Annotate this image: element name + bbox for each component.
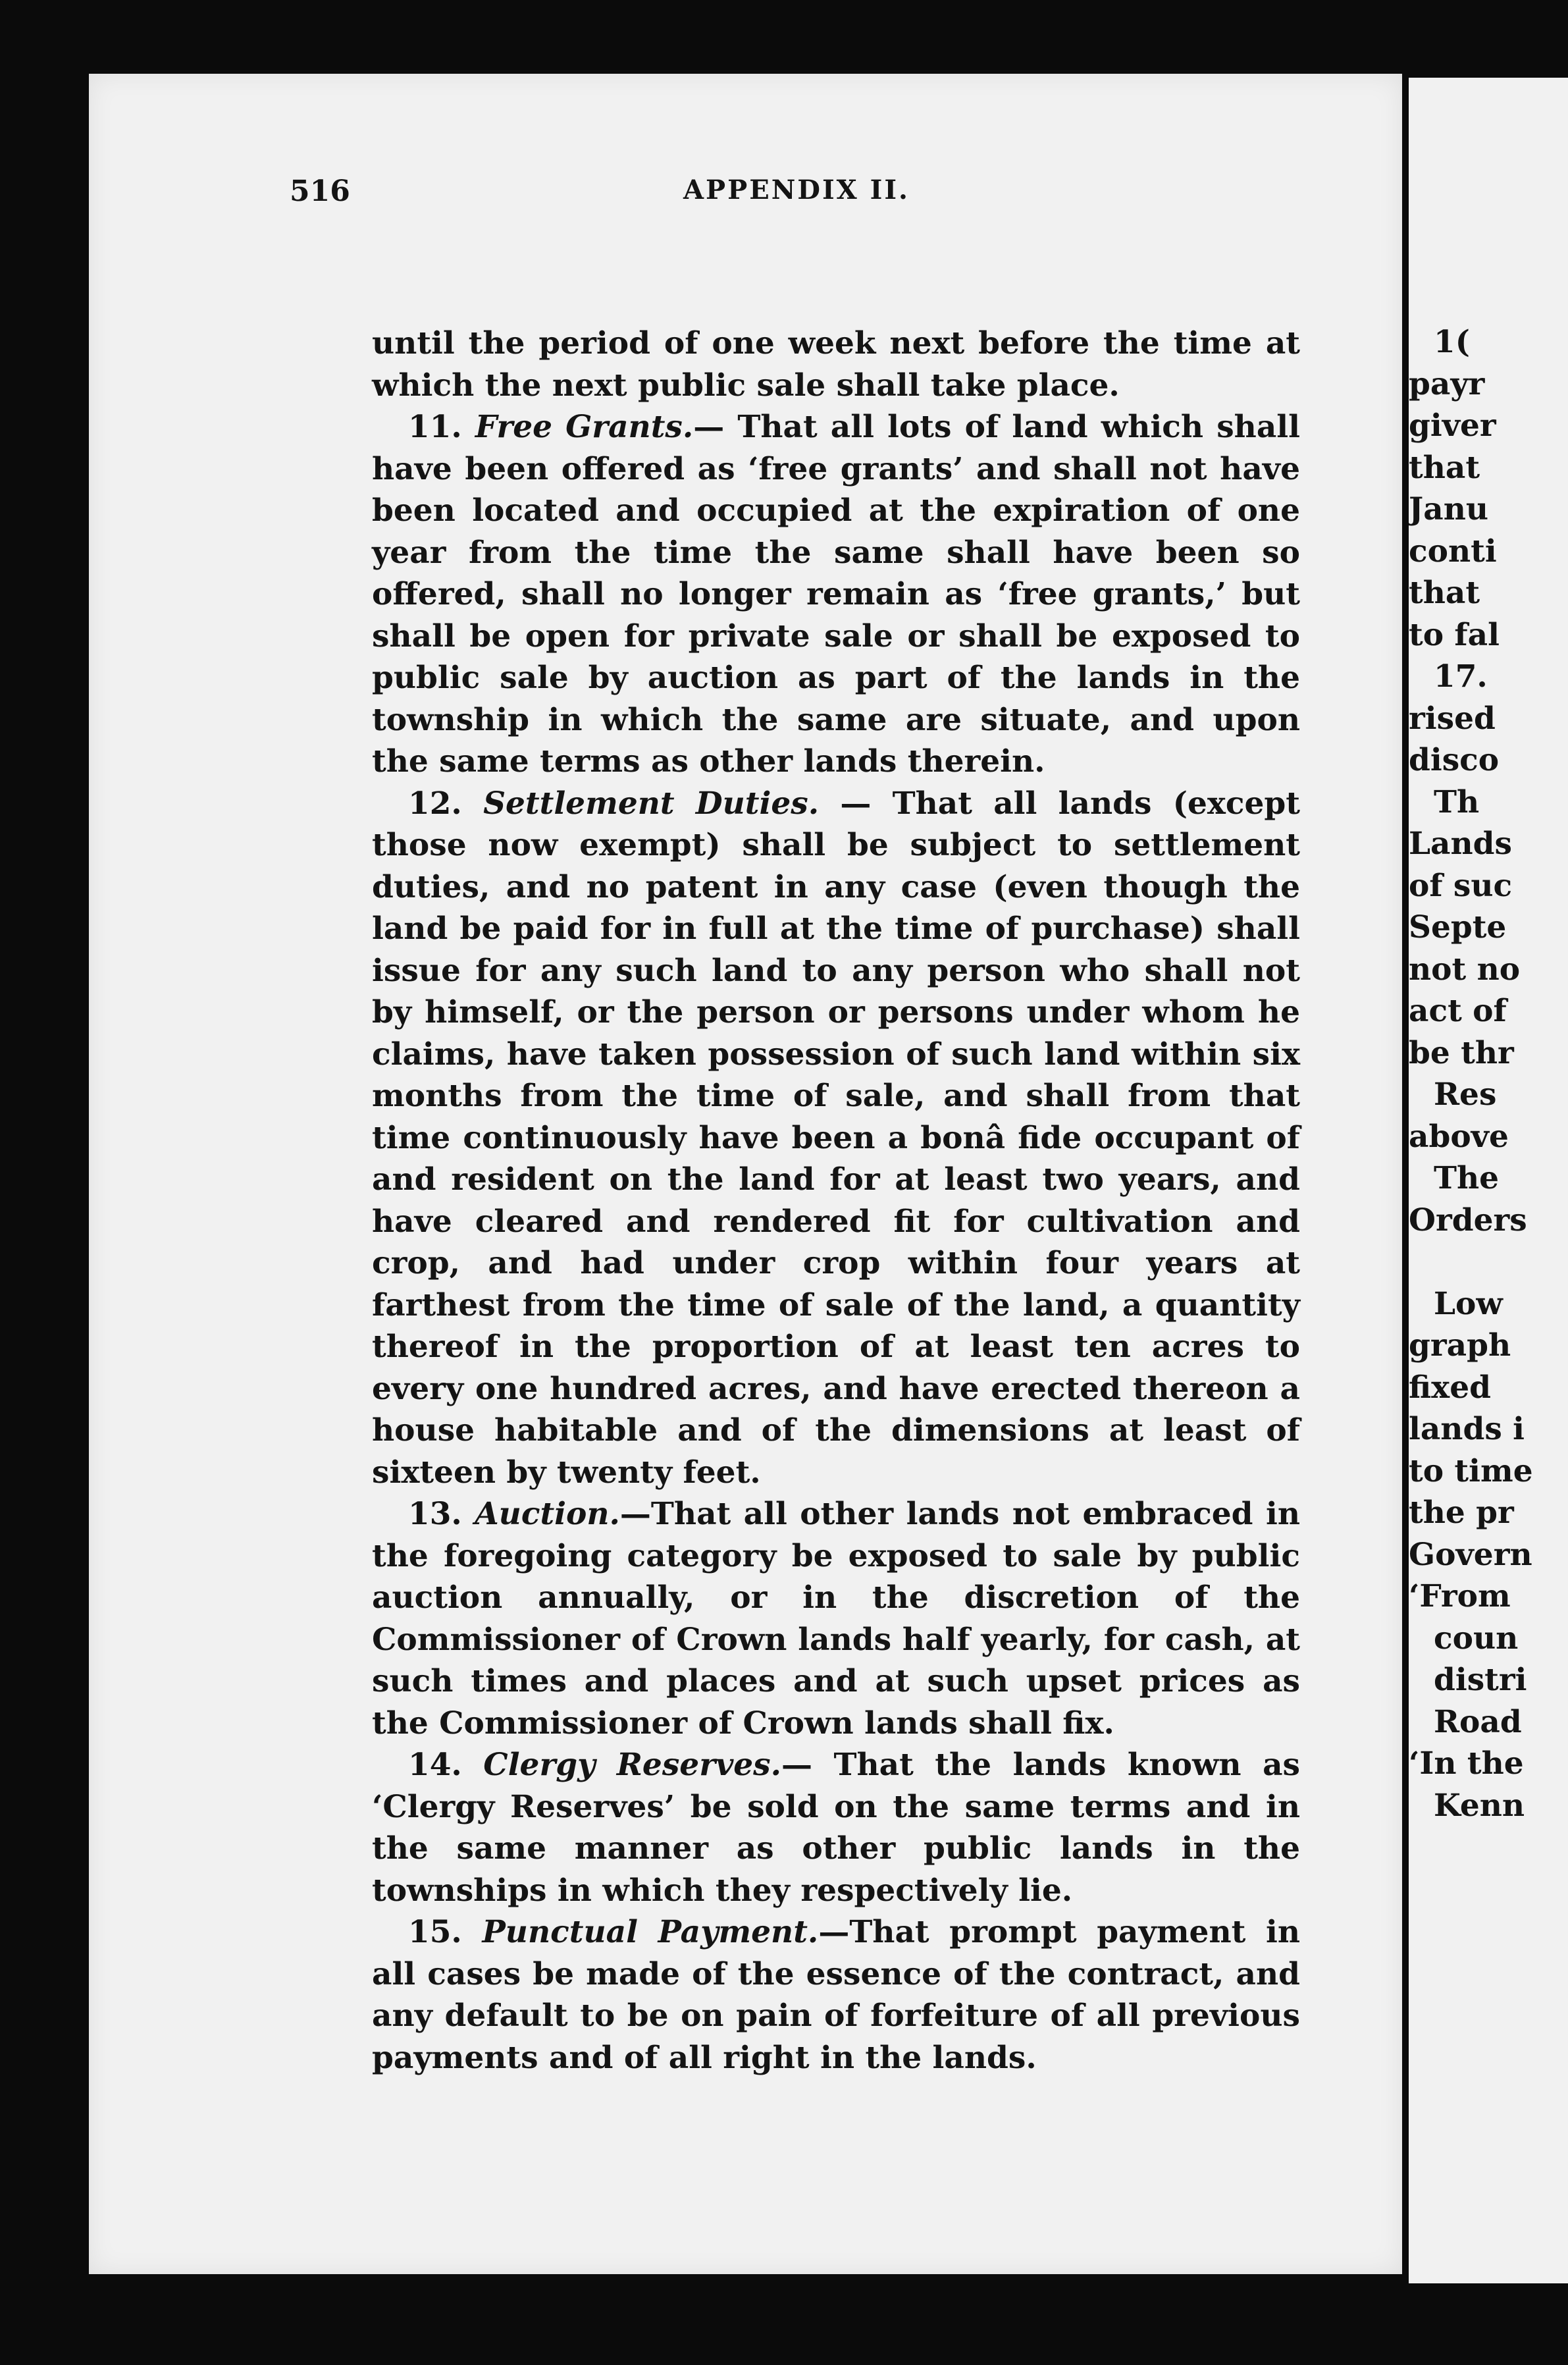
- paragraph-heading: Free Grants.: [475, 409, 694, 445]
- facing-page-line: 17.: [1434, 658, 1488, 695]
- facing-page-line: The: [1434, 1160, 1500, 1196]
- facing-page-line: Th: [1434, 784, 1480, 820]
- paragraph-heading: Settlement Duties.: [483, 785, 820, 822]
- facing-page-line: Road: [1434, 1703, 1522, 1740]
- facing-page-line: to fal: [1409, 616, 1500, 653]
- paragraph-settlement-duties: [372, 783, 1300, 1494]
- paragraph-text: — That the lands known as ‘Clergy Reserves’ be sold on the same terms and in the same manner as other public lands in the townships in which they respectively lie.: [372, 1747, 1300, 1909]
- facing-page-line: Janu: [1409, 491, 1489, 527]
- paragraph-number: 15.: [408, 1914, 462, 1950]
- facing-page-line: payr: [1409, 365, 1485, 402]
- facing-page-line: act of: [1409, 993, 1507, 1029]
- paragraph-punctual-payment: [372, 1911, 1300, 2079]
- paragraph-continuation: [372, 323, 1300, 406]
- facing-page-line: that: [1409, 449, 1480, 486]
- page-header: [290, 174, 1303, 227]
- facing-page-line: Orders: [1409, 1202, 1527, 1238]
- facing-page-line: be thr: [1409, 1034, 1514, 1071]
- paragraph-text: —That all other lands not embraced in the foregoing category be exposed to sale by public auction annually, or in the discretion of the Commissioner of Crown lands half yearly, for cash, at such times and places and at such upset prices as the Commissioner of Crown lands shall fix.: [372, 1496, 1300, 1741]
- paragraph-heading: Punctual Payment.: [482, 1914, 819, 1950]
- facing-page-line: not no: [1409, 951, 1521, 988]
- facing-page-gap: [1409, 1241, 1568, 1283]
- paragraph-number: 11.: [408, 409, 462, 445]
- paragraph-number: 14.: [408, 1747, 462, 1783]
- facing-page: [1409, 78, 1568, 2283]
- facing-page-line: coun: [1434, 1620, 1519, 1657]
- facing-page-line: lands i: [1409, 1411, 1525, 1447]
- paragraph-auction: [372, 1493, 1300, 1744]
- paragraph-number: 12.: [408, 785, 462, 822]
- facing-page-line: above: [1409, 1118, 1509, 1155]
- facing-page-line: Res: [1434, 1076, 1497, 1113]
- facing-page-line: distri: [1434, 1662, 1527, 1698]
- paragraph-clergy-reserves: [372, 1744, 1300, 1911]
- page-body: [372, 323, 1300, 2079]
- paragraph-text: — That all lands (except those now exempt) shall be subject to settlement duties, and no patent in any case (even though the land be paid for in full at the time of purchase) shall issue for any such land to any person who shall not by himself, or the person or persons under whom he claims, have taken possession of such land within six months from the time of sale, and shall from that time continuously have been a bonâ fide occupant of and resident on the land for at least two years, and have cleared and rendered fit for cultivation and crop, and had under crop within four years at farthest from the time of sale of the land, a quantity thereof in the proportion of at least ten acres to every one hundred acres, and have erected thereon a house habitable and of the dimensions at least of sixteen by twenty feet.: [372, 785, 1300, 1491]
- paragraph-heading: Clergy Reserves.: [483, 1747, 781, 1783]
- facing-page-line: graph: [1409, 1327, 1511, 1364]
- facing-page-line: rised: [1409, 700, 1496, 737]
- running-head: APPENDIX II.: [683, 174, 910, 205]
- facing-page-line: ‘In the: [1409, 1745, 1524, 1782]
- facing-page-line: giver: [1409, 408, 1496, 444]
- facing-page-line: conti: [1409, 533, 1497, 570]
- facing-page-line: disco: [1409, 742, 1500, 778]
- paragraph-text: until the period of one week next before the time at which the next public sale shall take place.: [372, 325, 1300, 404]
- paragraph-heading: Auction.: [475, 1496, 620, 1532]
- facing-page-line: Kenn: [1434, 1787, 1525, 1824]
- facing-page-line: Low: [1434, 1285, 1503, 1322]
- facing-page-line: Lands: [1409, 826, 1512, 862]
- facing-page-line: that: [1409, 575, 1480, 611]
- paragraph-number: 13.: [408, 1496, 462, 1532]
- paragraph-free-grants: [372, 406, 1300, 783]
- facing-page-line: Govern: [1409, 1536, 1532, 1573]
- facing-page-text: [1409, 321, 1568, 1826]
- facing-page-line: to time: [1409, 1452, 1533, 1489]
- facing-page-line: Septe: [1409, 909, 1507, 945]
- facing-page-line: ‘From: [1409, 1578, 1511, 1614]
- facing-page-line: of suc: [1409, 867, 1513, 904]
- facing-page-line: fixed: [1409, 1369, 1491, 1406]
- facing-page-line: 1(: [1434, 324, 1470, 360]
- paragraph-text: — That all lots of land which shall have been offered as ‘free grants’ and shall not have been located and occupied at the expiration of one year from the time the same shall have been so offered, shall no longer remain as ‘free grants,’ but shall be open for private sale or shall be exposed to public sale by auction as part of the lands in the township in which the same are situate, and upon the same terms as other lands therein.: [372, 409, 1300, 780]
- paragraph-text: —That prompt payment in all cases be made of the essence of the contract, and any default to be on pain of forfeiture of all previous payments and of all right in the lands.: [372, 1914, 1301, 2076]
- facing-page-line: the pr: [1409, 1495, 1514, 1531]
- page-number: 516: [290, 174, 350, 208]
